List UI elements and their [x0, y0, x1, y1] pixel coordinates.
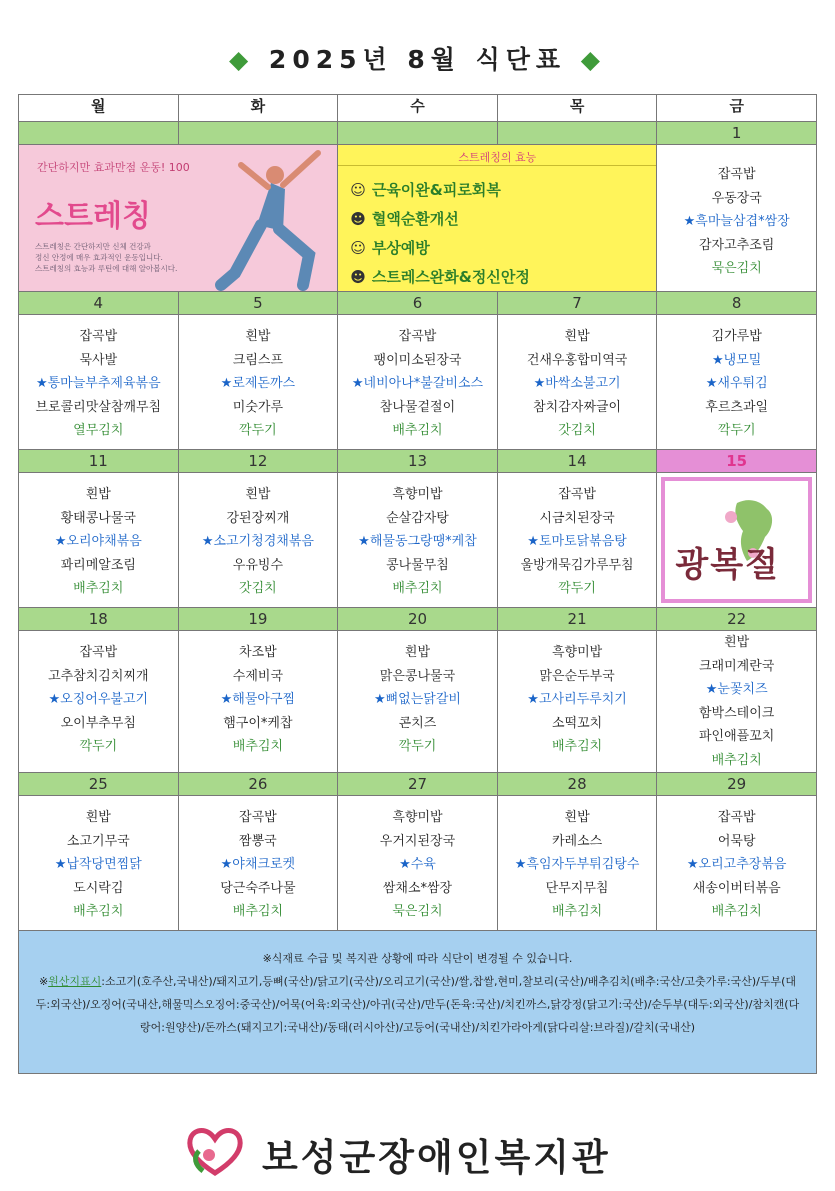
benefit-text: 혈액순환개선: [371, 210, 459, 228]
menu-cell: [19, 473, 179, 608]
menu-list: [338, 473, 497, 601]
menu-cell: [178, 473, 338, 608]
menu-item-kimchi: 배추김치: [73, 904, 124, 919]
menu-item: 감자고추조림: [699, 237, 775, 253]
menu-item-special: ★야채크로켓: [220, 857, 296, 872]
menu-item-kimchi: 묵은김치: [711, 261, 762, 276]
date-cell: 27: [338, 773, 498, 796]
menu-item: 참나물겉절이: [379, 399, 456, 415]
menu-item-kimchi: 배추김치: [551, 739, 603, 754]
menu-item-kimchi: 깍두기: [398, 739, 437, 754]
holiday-image: [657, 473, 816, 607]
menu-item-special: ★흑임자두부튀김탕수: [514, 857, 640, 872]
day-header-thu: 목: [497, 95, 657, 122]
origin-prefix: ※: [38, 975, 49, 988]
menu-item: 콘치즈: [398, 715, 437, 731]
menu-row: [19, 473, 817, 608]
date-row: [19, 292, 817, 315]
date-cell: 13: [338, 450, 498, 473]
benefit-item: [350, 176, 656, 205]
menu-item: 잡곡밥: [79, 645, 118, 660]
benefit-text: 부상예방: [371, 239, 430, 257]
day-header-row: [19, 95, 817, 122]
menu-item: 소떡꼬치: [551, 715, 603, 731]
menu-cell: [657, 315, 817, 450]
date-cell: 8: [657, 292, 817, 315]
menu-item-kimchi: 배추김치: [232, 904, 283, 919]
menu-cell: [178, 796, 338, 931]
date-cell: 4: [19, 292, 179, 315]
menu-item: 쌈채소*쌈장: [382, 880, 453, 896]
menu-list: [179, 315, 338, 443]
menu-list: [338, 315, 497, 443]
stretch-benefits-box: [338, 145, 656, 291]
menu-item: 건새우홍합미역국: [526, 352, 628, 368]
menu-item: 팽이미소된장국: [373, 352, 462, 368]
menu-item: 우유빙수: [232, 557, 283, 573]
date-cell: 15: [657, 450, 817, 473]
date-cell-empty: [178, 122, 338, 145]
menu-item: 흰밥: [404, 645, 431, 660]
date-cell: 11: [19, 450, 179, 473]
menu-item-special: ★새우튀김: [705, 376, 768, 391]
menu-list: [498, 796, 657, 924]
menu-item: 황태콩나물국: [60, 510, 136, 526]
menu-item: 우거지된장국: [379, 833, 456, 849]
menu-list: [657, 796, 816, 924]
menu-cell: [338, 796, 498, 931]
menu-item: 후르츠과일: [705, 399, 769, 415]
menu-list: [19, 473, 178, 601]
benefit-item: [350, 263, 656, 292]
menu-item: 잡곡밥: [239, 810, 277, 825]
menu-item: 미숫가루: [232, 399, 283, 415]
smiley-icon: ☺: [350, 181, 366, 199]
menu-cell: [178, 315, 338, 450]
date-cell: 21: [497, 608, 657, 631]
menu-item-kimchi: 깍두기: [558, 581, 596, 596]
menu-cell: [497, 315, 657, 450]
menu-item-special: ★수육: [399, 857, 436, 872]
date-cell: 29: [657, 773, 817, 796]
menu-item: 오이부추무침: [60, 715, 136, 731]
date-cell-empty: [338, 122, 498, 145]
menu-cell: [338, 631, 498, 773]
menu-item-special: ★납작당면찜닭: [54, 857, 142, 872]
menu-item: 흰밥: [564, 810, 590, 825]
menu-item-special: ★바싹소불고기: [533, 376, 621, 391]
date-cell: 26: [178, 773, 338, 796]
menu-item: 크래미계란국: [699, 658, 775, 674]
menu-list: [338, 796, 497, 924]
menu-item: 흰밥: [564, 329, 590, 344]
menu-row: [19, 315, 817, 450]
menu-item: 크림스프: [232, 352, 283, 368]
menu-item: 꽈리메알조림: [60, 557, 136, 573]
menu-item: 맑은콩나물국: [379, 668, 456, 684]
menu-item-kimchi: 깍두기: [239, 423, 277, 438]
menu-item: 단무지무침: [545, 880, 609, 896]
menu-item: 흰밥: [85, 810, 111, 825]
menu-item: 묵사발: [79, 352, 118, 368]
menu-item: 어묵탕: [717, 833, 756, 849]
menu-item: 흰밥: [724, 635, 750, 650]
menu-item: 고추참치김치찌개: [48, 668, 149, 684]
day-header-fri: 금: [657, 95, 817, 122]
organization-name: 보성군장애인복지관: [262, 1136, 611, 1179]
stretching-person-illustration: [213, 145, 333, 291]
menu-item-kimchi: 배추김치: [73, 581, 124, 596]
menu-list: [179, 796, 338, 924]
menu-item: 순살감자탕: [386, 510, 449, 526]
banner-subtitle: 간단하지만 효과만점 운동! 100: [37, 161, 190, 174]
banner-desc-line: 스트레칭의 효능과 루틴에 대해 알아봅시다.: [35, 264, 178, 273]
origin-notes: [33, 970, 802, 1039]
notes-text: [19, 931, 816, 1039]
menu-item-special: ★오징어우불고기: [48, 692, 149, 707]
date-cell: 18: [19, 608, 179, 631]
menu-item-kimchi: 묵은김치: [392, 904, 443, 919]
menu-item-kimchi: 깍두기: [79, 739, 118, 754]
promo-cell: [19, 145, 338, 292]
origin-text: :소고기(호주산,국내산)/돼지고기,등뼈(국산)/닭고기(국산)/오리고기(국산)/쌀,찹쌀,현미,찰보리(국산)/배추김치(배추:국산/고춧가루:국산)/두부(대두:외국산)/오징어(국내산,해물믹스오징어:중국산)/어묵(어육:외국산)/아귀(국산)/만두(돈육:국산)/치킨까스,닭강정(닭고기:국산)/순두부(대두:외국산)/참치캔(다랑어:원양산)/돈까스(돼지고기:국내산)/동태(러시아산)/고등어(국내산)/치킨가라아게(닭다리살:브라질)/갈치(국내산): [35, 975, 800, 1034]
menu-item: 흰밥: [85, 487, 111, 502]
menu-item: 당근숙주나물: [220, 880, 296, 896]
menu-row: [19, 796, 817, 931]
menu-item-kimchi: 배추김치: [392, 581, 443, 596]
menu-cell: [19, 796, 179, 931]
menu-item: 잡곡밥: [717, 167, 756, 182]
menu-item-special: ★눈꽃치즈: [705, 682, 768, 697]
date-cell-empty: [497, 122, 657, 145]
menu-item: 흰밥: [245, 329, 271, 344]
benefits-list: [338, 166, 656, 292]
menu-item: 잡곡밥: [398, 329, 437, 344]
menu-row: [19, 631, 817, 773]
menu-item-kimchi: 배추김치: [711, 752, 762, 768]
banner-description: [35, 241, 177, 274]
menu-item: 흑향미밥: [551, 645, 603, 660]
menu-calendar: [18, 94, 817, 1074]
menu-item: 카레소스: [551, 833, 603, 849]
date-row: [19, 608, 817, 631]
menu-list: [498, 315, 657, 443]
menu-item: 시금치된장국: [539, 510, 615, 526]
banner-desc-line: 스트레칭은 간단하지만 신체 건강과: [35, 242, 151, 251]
menu-cell: [338, 315, 498, 450]
date-cell: 6: [338, 292, 498, 315]
menu-item: 잡곡밥: [558, 487, 596, 502]
date-cell: 19: [178, 608, 338, 631]
menu-item-special: ★냉모밀: [712, 352, 762, 368]
date-cell: 14: [497, 450, 657, 473]
menu-item: 소고기무국: [66, 833, 130, 849]
date-row: [19, 450, 817, 473]
menu-item: 함박스테이크: [699, 705, 775, 721]
menu-cell: [338, 473, 498, 608]
day-header-wed: 수: [338, 95, 498, 122]
date-row: [19, 773, 817, 796]
menu-item-special: ★토마토닭볶음탕: [527, 534, 627, 549]
menu-list: [19, 315, 178, 443]
menu-item: 잡곡밥: [79, 329, 118, 344]
date-cell: 22: [657, 608, 817, 631]
menu-item: 수제비국: [232, 668, 283, 684]
day-header-mon: 월: [19, 95, 179, 122]
menu-item-special: ★오리고추장볶음: [686, 857, 787, 872]
smiley-icon: ☻: [350, 210, 366, 228]
menu-list: [498, 473, 657, 601]
diamond-icon: ◆: [228, 45, 255, 74]
menu-item-special: ★로제돈까스: [220, 376, 296, 391]
date-cell: 20: [338, 608, 498, 631]
menu-cell: [657, 796, 817, 931]
menu-item: 우동장국: [711, 190, 762, 206]
menu-item: 짬뽕국: [239, 833, 277, 849]
menu-item-special: ★뼈없는닭갈비: [373, 692, 461, 707]
benefits-caption: 스트레칭의 효능: [338, 145, 656, 166]
menu-item-special: ★소고기청경채볶음: [201, 534, 314, 549]
menu-item: 흑향미밥: [392, 487, 443, 502]
menu-cell: [657, 145, 817, 292]
title-text: 2025년 8월 식단표: [268, 45, 567, 74]
menu-cell: [497, 473, 657, 608]
menu-item-kimchi: 열무김치: [73, 423, 124, 438]
menu-item: 도시락김: [73, 880, 124, 896]
menu-item-kimchi: 배추김치: [711, 904, 762, 919]
menu-item: 파인애플꼬치: [699, 729, 775, 744]
menu-item: 울방개묵김가루무침: [520, 557, 634, 573]
menu-list: [19, 796, 178, 924]
menu-item-special: ★해물동그랑땡*케찹: [358, 534, 477, 549]
date-cell: 7: [497, 292, 657, 315]
menu-cell: [19, 315, 179, 450]
date-cell: 5: [178, 292, 338, 315]
menu-item: 맑은순두부국: [539, 668, 615, 684]
heart-logo-icon: [185, 1125, 245, 1177]
date-cell-empty: [19, 122, 179, 145]
menu-item-special: ★통마늘부추제육볶음: [35, 376, 161, 391]
menu-cell: [497, 796, 657, 931]
menu-item: 브로콜리맛살참깨무침: [35, 399, 162, 415]
benefit-text: 스트레스완화&정신안정: [371, 268, 530, 286]
menu-item: 새송이버터볶음: [692, 880, 781, 896]
menu-row: [19, 145, 817, 292]
menu-item: 잡곡밥: [717, 810, 756, 825]
menu-item-special: ★오리야채볶음: [54, 534, 142, 549]
menu-item-kimchi: 깍두기: [717, 423, 756, 438]
menu-item: 참치감자짜글이: [533, 399, 622, 415]
menu-list: [657, 631, 816, 772]
menu-item-kimchi: 갓김치: [558, 423, 596, 438]
menu-cell: [19, 631, 179, 773]
menu-item-special: ★해물아구찜: [220, 692, 296, 707]
benefit-item: [350, 234, 656, 263]
page-title: [0, 40, 835, 76]
date-cell: 25: [19, 773, 179, 796]
date-cell: 1: [657, 122, 817, 145]
menu-item: 햄구이*케찹: [223, 715, 293, 731]
diamond-icon: ◆: [580, 45, 607, 74]
smiley-icon: ☺: [350, 239, 366, 257]
menu-cell: [497, 631, 657, 773]
stretching-banner: [19, 145, 337, 291]
notes-cell: [19, 931, 817, 1074]
menu-item: 차조밥: [239, 645, 277, 660]
menu-item: 콩나물무침: [386, 557, 449, 573]
menu-item-special: ★네비아나*불갈비소스: [351, 376, 484, 391]
holiday-name: 광복절: [675, 545, 780, 585]
benefit-text: 근육이완&피로회복: [371, 181, 501, 199]
menu-list: [657, 315, 816, 443]
date-cell: 28: [497, 773, 657, 796]
menu-cell: [657, 473, 817, 608]
menu-list: [338, 631, 497, 759]
menu-cell: [178, 631, 338, 773]
menu-list: [19, 631, 178, 759]
menu-item-kimchi: 배추김치: [232, 739, 283, 754]
weeks-body: [19, 292, 817, 931]
origin-label: 원산지표시: [48, 975, 102, 988]
menu-list: [657, 145, 816, 281]
stretch-benefits-cell: [338, 145, 657, 292]
menu-item-kimchi: 갓김치: [239, 581, 277, 596]
menu-list: [179, 631, 338, 759]
smiley-icon: ☻: [350, 268, 366, 286]
menu-item: 흑향미밥: [392, 810, 443, 825]
menu-list: [498, 631, 657, 759]
notes-line: ※식재료 수급 및 복지관 상황에 따라 식단이 변경될 수 있습니다.: [262, 952, 573, 965]
banner-heading: 스트레칭: [35, 199, 151, 234]
banner-desc-line: 정신 안정에 매우 효과적인 운동입니다.: [35, 253, 163, 262]
menu-item-kimchi: 배추김치: [392, 423, 443, 438]
benefit-item: [350, 205, 656, 234]
menu-item: 김가루밥: [711, 329, 762, 344]
menu-item-kimchi: 배추김치: [551, 904, 603, 919]
menu-cell: [657, 631, 817, 773]
menu-list: [179, 473, 338, 601]
notes-row: [19, 931, 817, 1074]
menu-item-special: ★고사리두루치기: [527, 692, 627, 707]
menu-item: 강된장찌개: [226, 510, 290, 526]
menu-item: 흰밥: [245, 487, 271, 502]
date-row: [19, 122, 817, 145]
day-header-tue: 화: [178, 95, 338, 122]
footer: [0, 1125, 835, 1179]
date-cell: 12: [178, 450, 338, 473]
menu-item-special: ★흑마늘삼겹*쌈장: [683, 214, 790, 229]
